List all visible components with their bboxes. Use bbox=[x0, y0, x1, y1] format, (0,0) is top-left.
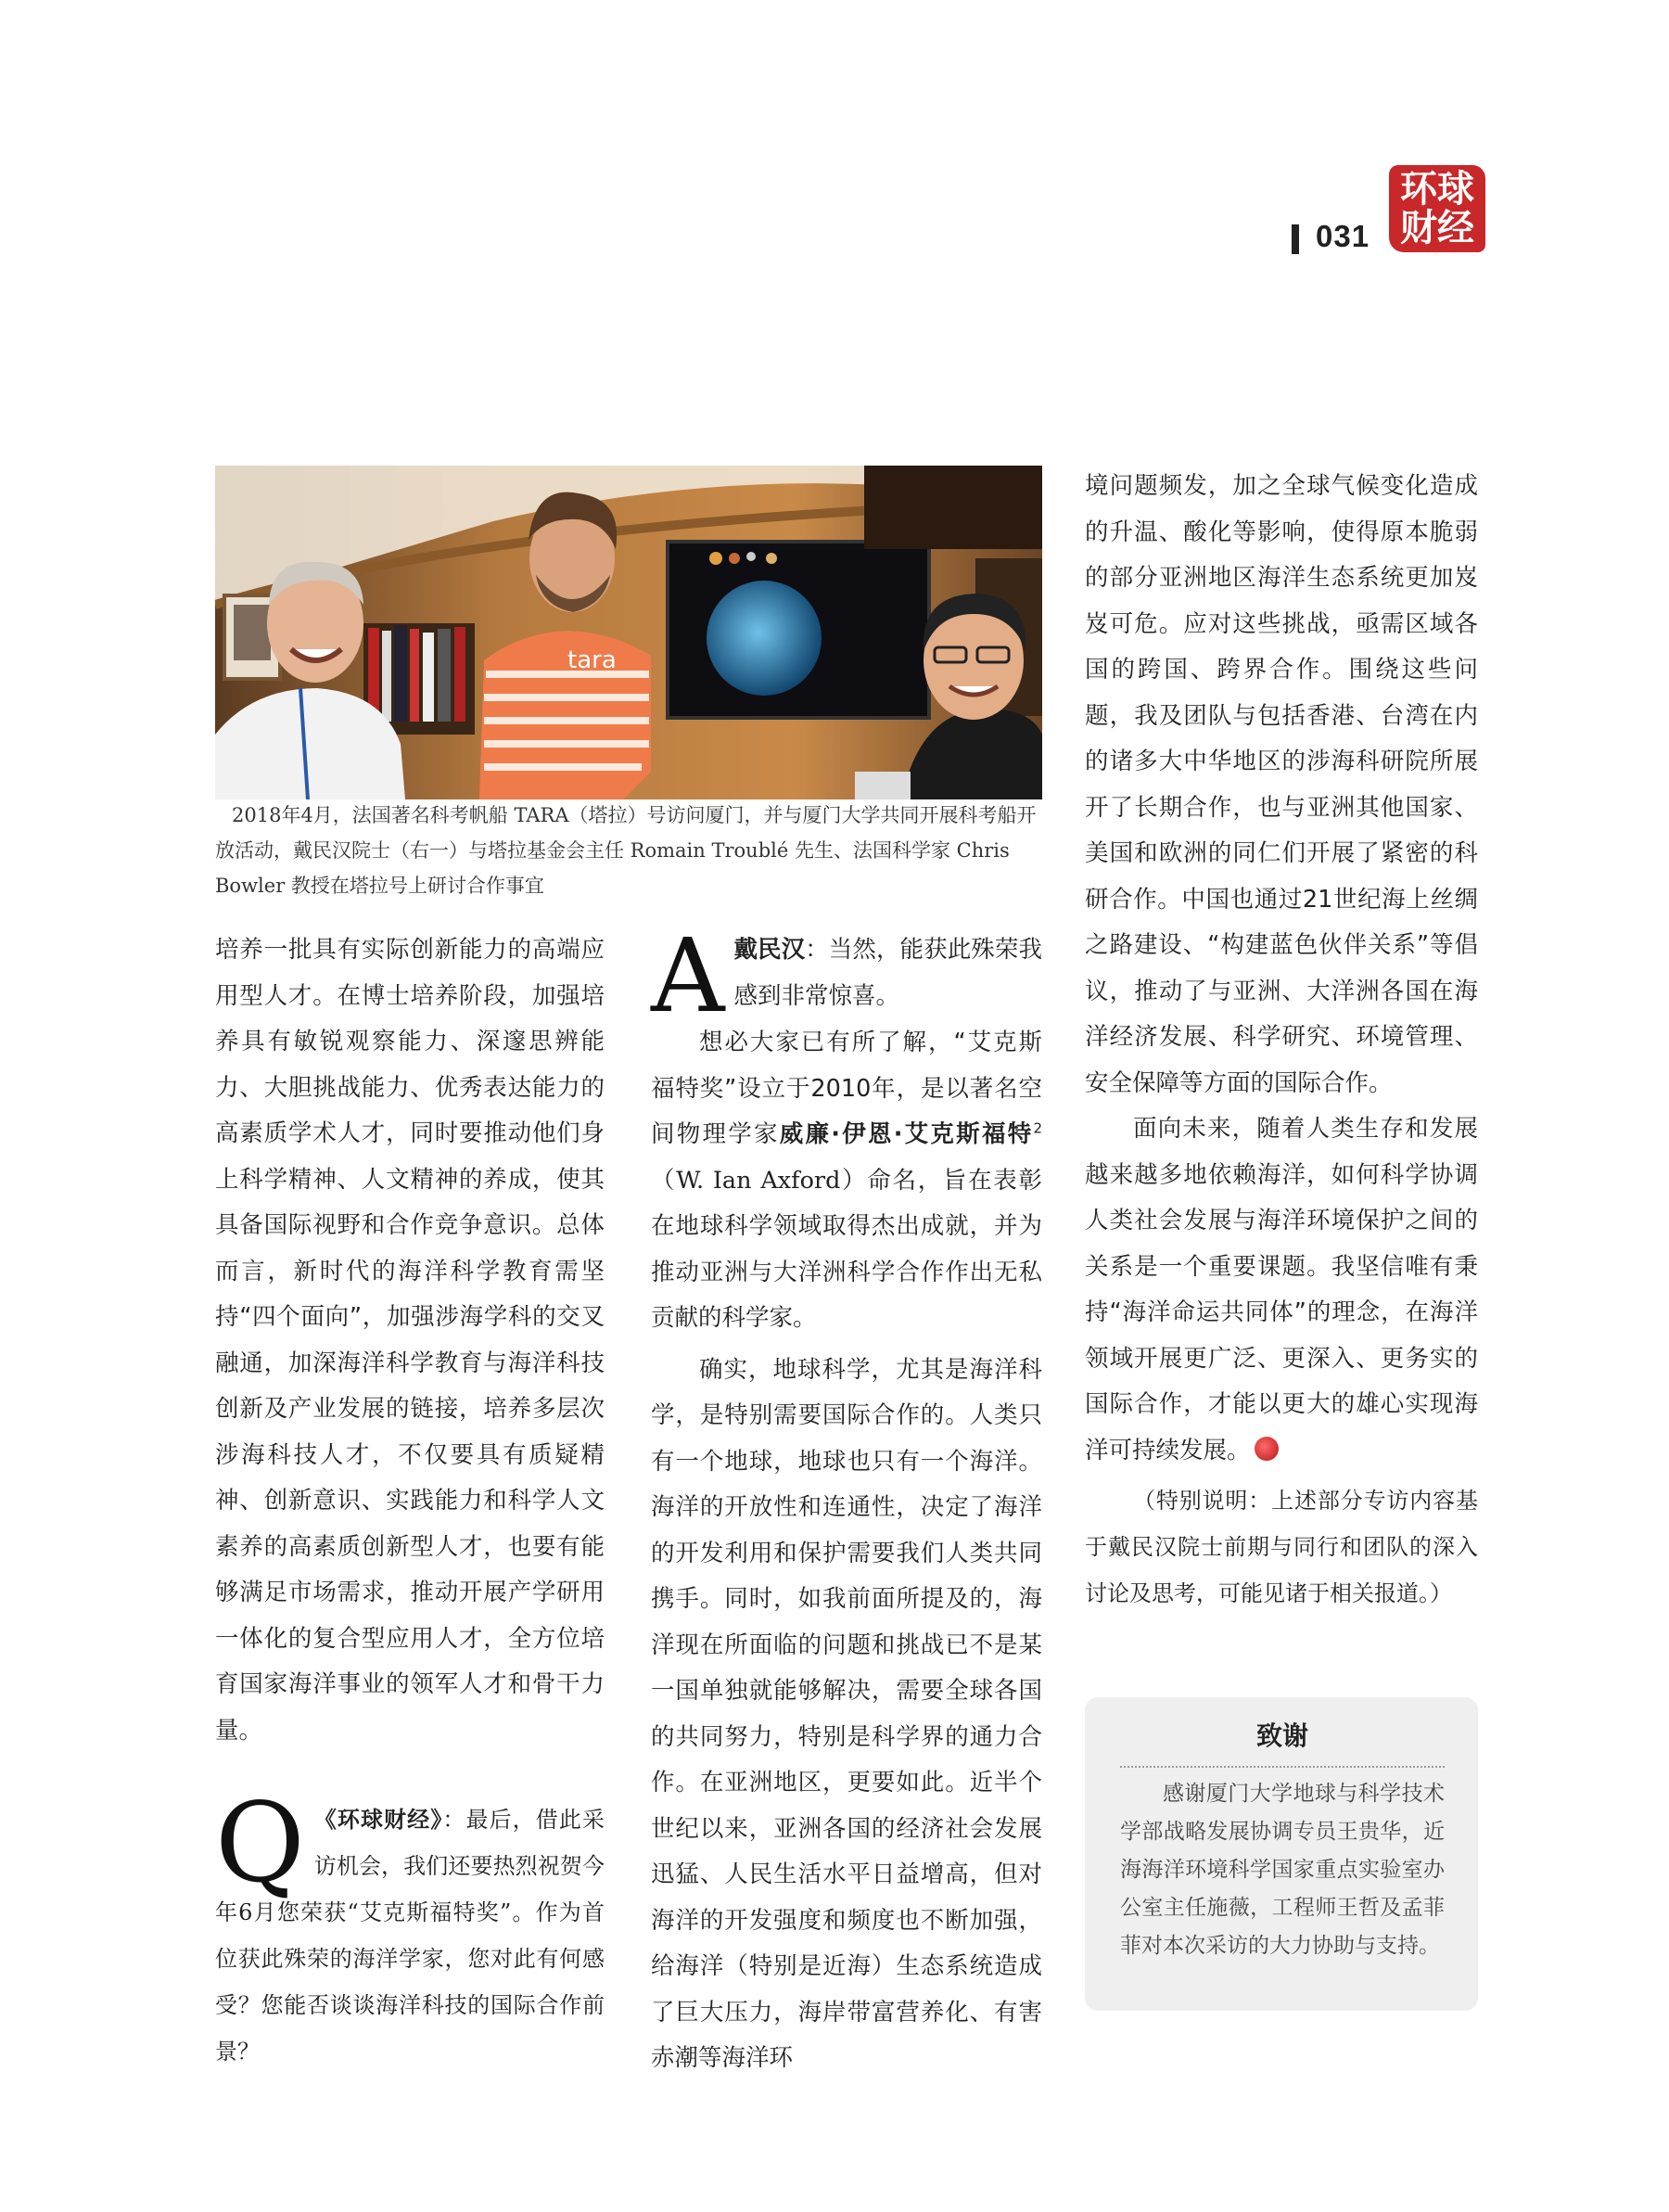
photo bbox=[215, 466, 1042, 799]
question-text: ：最后，借此采访机会，我们还要热烈祝贺今年6月您荣获“艾克斯福特奖”。作为首位获此殊荣的海洋学家，您对此有何感受？您能否谈谈海洋科技的国际合作前景？ bbox=[215, 1807, 605, 2065]
acknowledgement-box bbox=[1085, 1697, 1478, 2011]
question-dropcap: Q bbox=[215, 1779, 305, 1907]
question-block bbox=[215, 1779, 605, 2075]
axford-name: 威廉·伊恩·艾克斯福特 bbox=[779, 1120, 1034, 1148]
award-text-end: 命名，旨在表彰在地球科学领域取得杰出成就，并为推动亚洲与大洋洲科学合作作出无私贡献的科学家。 bbox=[651, 1166, 1042, 1332]
magazine-logo bbox=[1389, 165, 1485, 252]
award-text-start: 想必大家已有所了解，“艾克斯福特奖”设立于2010年，是以著名空间物理学家 bbox=[651, 1029, 1042, 1148]
question-speaker: 《环球财经》 bbox=[313, 1807, 443, 1833]
col3-paragraph-2-text: 面向未来，随着人类生存和发展越来越多地依赖海洋，如何科学协调人类社会发展与海洋环境保护之间的关系是一个重要课题。我坚信唯有秉持“海洋命运共同体”的理念，在海洋领域开展更广泛、更深入、更务实的国际合作，才能以更大的雄心实现海洋可持续发展。 bbox=[1085, 1115, 1478, 1464]
logo-line-2: 财经 bbox=[1400, 207, 1474, 249]
col1-paragraph: 培养一批具有实际创新能力的高端应用型人才。在博士培养阶段，加强培养具有敏锐观察能力、深邃思辨能力、大胆挑战能力、优秀表达能力的高素质学术人才，同时要推动他们身上科学精神、人文精神的养成，使其具备国际视野和合作竞争意识。总体而言，新时代的海洋科学教育需坚持“四个面向”，加强涉海学科的交叉融通，加深海洋科学教育与海洋科技创新及产业发展的链接，培养多层次涉海科技人才，不仅要具有质疑精神、创新意识、实践能力和科学人文素养的高素质创新型人才，也要有能够满足市场需求，推动开展产学研用一体化的复合型应用人才，全方位培育国家海洋事业的领军人才和骨干力量。 bbox=[215, 936, 605, 1745]
page-number-text: 031 bbox=[1316, 219, 1370, 253]
column-1 bbox=[215, 927, 605, 2075]
shirt-text: tara bbox=[567, 646, 617, 674]
column-2 bbox=[651, 916, 1042, 2082]
col3-paragraph-2 bbox=[1085, 1106, 1478, 1474]
logo-line-1: 环球 bbox=[1400, 168, 1474, 211]
col2-paragraph-award bbox=[651, 1020, 1042, 1342]
acknowledgement-divider bbox=[1120, 1766, 1445, 1768]
special-note: （特别说明：上述部分专访内容基于戴民汉院士前期与同行和团队的深入讨论及思考，可能见诸于相关报道。） bbox=[1085, 1488, 1478, 1606]
column-3 bbox=[1085, 464, 1478, 1617]
photo-caption: 2018年4月，法国著名科考帆船 TARA（塔拉）号访问厦门，并与厦门大学共同开展科考船开放活动，戴民汉院士（右一）与塔拉基金会主任 Romain Troublé 先生、法国科学家 Chris Bowler 教授在塔拉号上研讨合作事宜 bbox=[215, 804, 1037, 897]
footnote-marker: 2 bbox=[1033, 1119, 1042, 1137]
answer-text: ：当然，能获此殊荣我感到非常惊喜。 bbox=[733, 936, 1042, 1010]
acknowledgement-title: 致谢 bbox=[1255, 1720, 1308, 1751]
axford-latin-name: （W. Ian Axford） bbox=[651, 1166, 868, 1195]
page-number-bar bbox=[1292, 224, 1299, 254]
answer-speaker: 戴民汉 bbox=[733, 936, 806, 964]
acknowledgement-body: 感谢厦门大学地球与科学技术学部战略发展协调专员王贵华，近海海洋环境科学国家重点实验室办公室主任施薇，工程师王哲及孟菲菲对本次采访的大力协助与支持。 bbox=[1120, 1782, 1445, 1958]
col2-paragraph-cooperation: 确实，地球科学，尤其是海洋科学，是特别需要国际合作的。人类只有一个地球，地球也只有一个海洋。海洋的开放性和连通性，决定了海洋的开发利用和保护需要我们人类共同携手。同时，如我前面所提及的，海洋现在所面临的问题和挑战已不是某一国单独就能够解决，需要全球各国的共同努力，特别是科学界的通力合作。在亚洲地区，更要如此。近半个世纪以来，亚洲各国的经济社会发展迅猛、人民生活水平日益增高，但对海洋的开发强度和频度也不断加强，给海洋（特别是近海）生态系统造成了巨大压力，海岸带富营养化、有害赤潮等海洋环 bbox=[651, 1355, 1042, 2072]
answer-dropcap: A bbox=[651, 916, 725, 1035]
photo-illustration bbox=[215, 466, 1042, 799]
end-mark-icon bbox=[1255, 1437, 1279, 1461]
col3-paragraph-1: 境问题频发，加之全球气候变化造成的升温、酸化等影响，使得原本脆弱的部分亚洲地区海洋生态系统更加岌岌可危。应对这些挑战，亟需区域各国的跨国、跨界合作。围绕这些问题，我及团队与包括香港、台湾在内的诸多大中华地区的涉海科研院所展开了长期合作，也与亚洲其他国家、美国和欧洲的同仁们开展了紧密的科研合作。中国也通过21世纪海上丝绸之路建设、“构建蓝色伙伴关系”等倡议，推动了与亚洲、大洋洲各国在海洋经济发展、科学研究、环境管理、安全保障等方面的国际合作。 bbox=[1085, 472, 1478, 1097]
answer-intro bbox=[651, 916, 1042, 1035]
